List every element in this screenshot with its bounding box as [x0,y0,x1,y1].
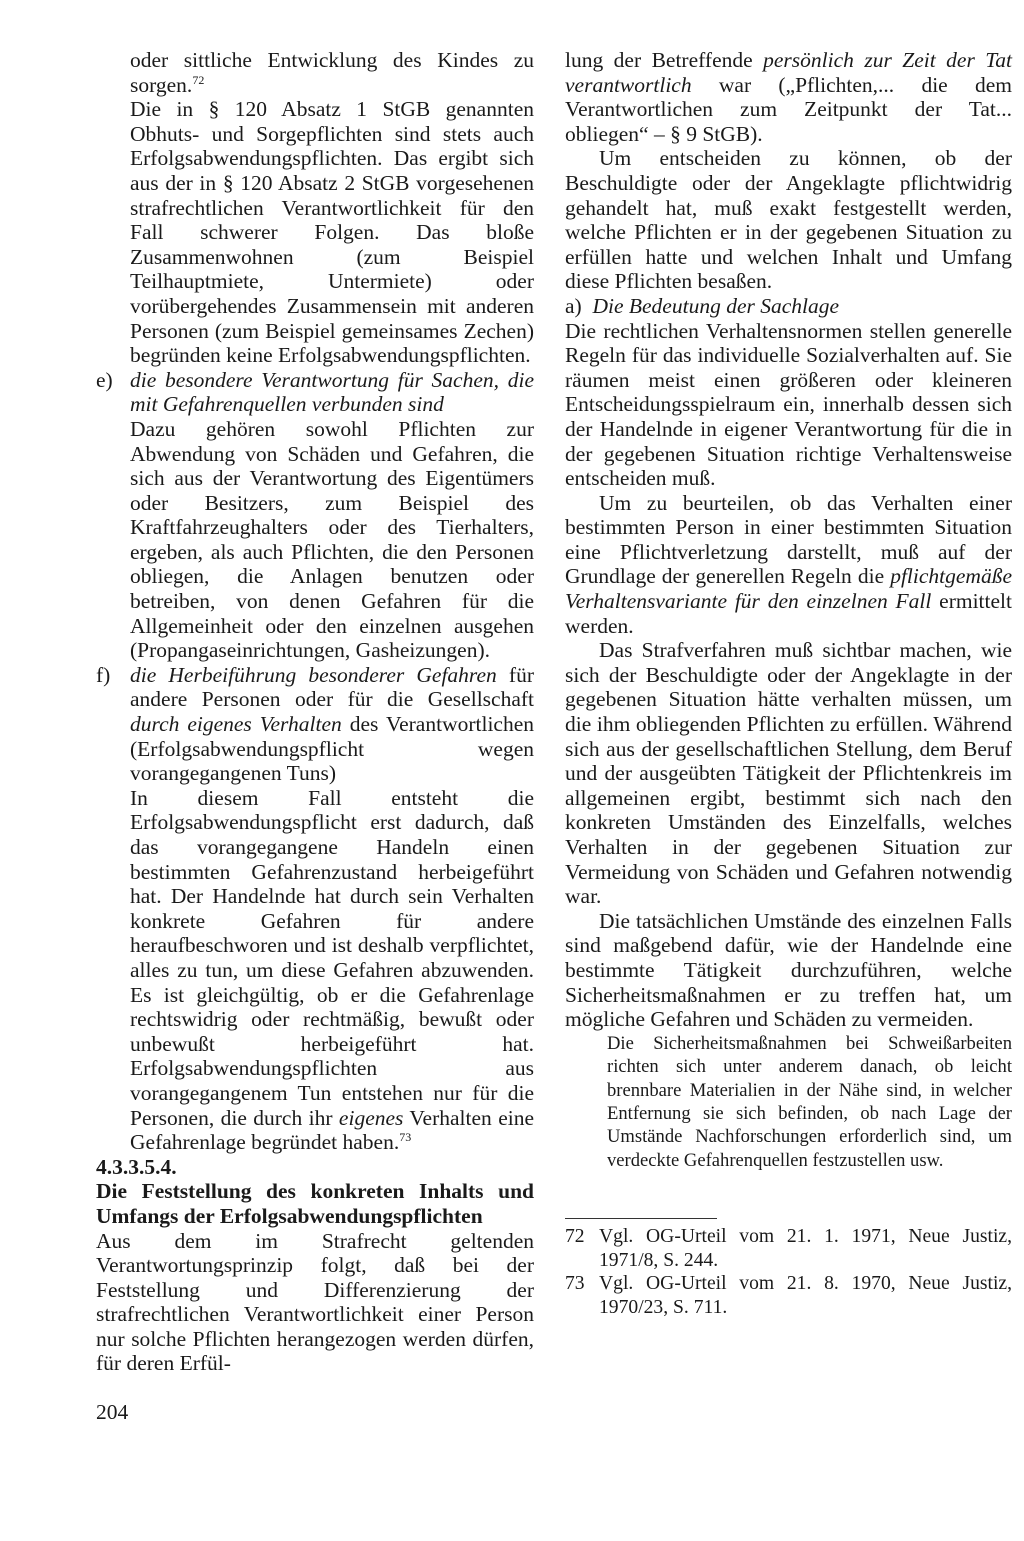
paragraph-text: oder sittliche Entwicklung des Kindes zu sorgen. [130,48,534,97]
list-item-e-title: die besondere Verantwortung für Sachen, die mit Gefahrenquellen verbunden sind [130,367,534,417]
paragraph-continuation-right: lung der Betreffende persönlich zur Zeit der Tat verantwortlich war („Pflichten,... die dem Verantwortlichen zum Zeitpunkt der Tat... obliegen“ – § 9 StGB). [565,48,1012,146]
paragraph-verantwortungsprinzip: Aus dem im Strafrecht geltenden Verantwortungsprinzip folgt, daß bei der Feststellung und Differenzierung der strafrechtlichen Verantwortlichkeit einer Person nur solche Pflichten herangezogen werden dürfen, für deren Erfül- [96,1228,534,1376]
paragraph-obhutspflichten: Die in § 120 Absatz 1 StGB genannten Obhuts- und Sorgepflichten sind stets auch Erfolgsabwendungspflichten. Das ergibt sich aus der in § 120 Absatz 2 StGB vorgesehenen strafrechtlichen Verantwortlichkeit für den Fall schwerer Folgen. Das bloße Zusammenwohnen (zum Beispiel Teilhauptmiete, Untermiete) oder vorübergehendes Zusammensein mit anderen Personen (zum Beispiel gemeinsames Zechen) begründen keine Erfolgsabwendungspflichten. [130,97,534,368]
paragraph-verhaltensnormen: Die rechtlichen Verhaltensnormen stellen generelle Regeln für das individuelle Sozialverhalten auf. Sie räumen meist einen größeren oder kleineren Entscheidungsspielraum ein, innerhalb dessen sich der Handelnde in eigener Verantwortung für die in der gegebenen Situation richtige Verhaltensweise entscheiden muß. [565,318,1012,491]
page-number: 204 [96,1400,129,1424]
paragraph-strafverfahren: Das Strafverfahren muß sichtbar machen, wie sich der Beschuldigte oder der Angeklagte in der gegebenen Situation hätte verhalten müssen, um die ihm obliegenden Pflichten zu erfüllen. Während sich aus der gesellschaftlichen Stellung, dem Beruf und der ausgeübten Tätigkeit der Pflichtenkreis im allgemeinen ergibt, bestimmt sich nach den konkreten Umständen des Einzelfalls, welches Verhalten in der gegebenen Situation zur Vermeidung von Schäden und Gefahren notwendig war. [565,638,1012,909]
example-block: Die Sicherheitsmaßnahmen bei Schweißarbeiten richten sich unter anderem danach, ob leicht brennbare Materialien in der Nähe sind, in welcher Entfernung sie sich befinden, ob nach Lage der Umstände Nachforschungen erforderlich sind, um verdeckte Gefahrenquellen festzustellen usw. [607,1032,1012,1171]
paragraph-pflichtwidrig: Um entscheiden zu können, ob der Beschuldigte oder der Angeklagte pflichtwidrig gehandelt hat, muß exakt festgestellt werden, welche Pflichten er in der gegebenen Situation zu erfüllen hatte und welchen Inhalt und Umfang diese Pflichten besaßen. [565,146,1012,294]
paragraph-continuation [96,48,534,97]
list-item-e-body: Dazu gehören sowohl Pflichten zur Abwendung von Schäden und Gefahren, die sich aus der Verantwortung des Eigentümers oder Besitzers, zum Beispiel des Kraftfahrzeughalters oder des Tierhalters, ergeben, als auch Pflichten, die den Personen obliegen, die Anlagen benutzen oder betreiben, von denen Gefahren für die Allgemeinheit oder den einzelnen ausgehen (Propangaseinrichtungen, Gasheizungen). [130,416,534,663]
footnote-text: Vgl. OG-Urteil vom 21. 1. 1971, Neue Justiz, 1971/8, S. 244. [599,1226,1012,1271]
section-heading: Die Feststellung des konkreten Inhalts und Umfangs der Erfolgsabwendungspflichten [96,1179,534,1228]
section-number: 4.3.3.5.4. [96,1154,177,1179]
footnote-72 [565,1225,1012,1272]
subsection-a: a) Die Bedeutung der Sachlage [565,293,840,318]
footnote-number: 73 [565,1273,585,1295]
footnote-divider [565,1218,717,1219]
paragraph-beurteilen: Um zu beurteilen, ob das Verhalten einer bestimmten Person in einer bestimmten Situation eine Pflichtverletzung darstellt, muß auf der Grundlage der generellen Regeln die pflichtgemäße Verhaltensvariante für den einzelnen Fall ermittelt werden. [565,490,1012,638]
right-column [565,48,1012,1319]
list-item-f-title: die Herbeiführung besonderer Gefahren für andere Personen oder für die Gesellschaft durch eigenes Verhalten des Verantwortlichen (Erfolgsabwendungspflicht wegen vorangegangenen Tuns) [130,662,535,786]
list-item-f [96,663,534,1155]
list-label-f: f) [96,662,111,687]
left-column [96,48,534,1376]
footnote-number: 72 [565,1226,585,1248]
list-label-e: e) [96,367,113,392]
footnote-73 [565,1272,1012,1319]
footnote-ref-72: 72 [192,72,205,87]
footnote-text: Vgl. OG-Urteil vom 21. 8. 1970, Neue Justiz, 1970/23, S. 711. [599,1273,1012,1318]
list-item-e [96,368,534,663]
footnote-ref-73: 73 [399,1129,412,1144]
paragraph-umstaende: Die tatsächlichen Umstände des einzelnen Falls sind maßgebend dafür, wie der Handelnde eine bestimmte Tätigkeit durchzuführen, welche Sicherheitsmaßnahmen er zu treffen hat, um mögliche Gefahren und Schäden zu vermeiden. [565,908,1012,1032]
list-item-f-body: In diesem Fall entsteht die Erfolgsabwendungspflicht erst dadurch, daß das vorangegangene Handeln einen bestimmten Gefahrenzustand herbeigeführt hat. Der Handelnde hat durch sein Verhalten konkrete Gefahren für andere heraufbeschworen und ist deshalb verpflichtet, alles zu tun, um diese Gefahren abzuwenden. Es ist gleichgültig, ob er die Gefahrenlage rechtswidrig oder rechtmäßig, bewußt oder unbewußt herbeigeführt hat. Erfolgsabwendungspflichten aus vorangegangenem Tun entstehen nur für die Personen, die durch ihr eigenes Verhalten eine Gefahrenlage begründet haben.$^{73}$ [130,785,534,1155]
